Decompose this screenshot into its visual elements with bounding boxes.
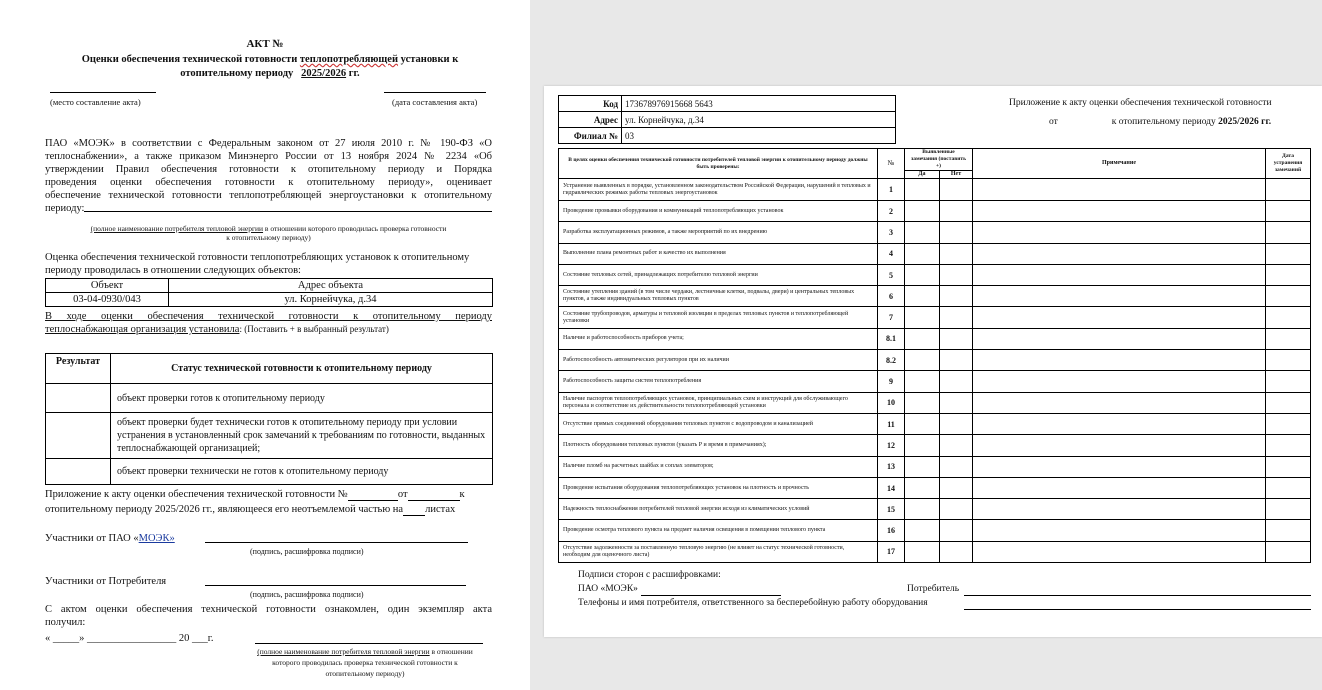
intro-paragraph: ПАО «МОЭК» в соответствии с Федеральным законом от 27 июля 2010 г. № 190-ФЗ «О теплоснабжении», а также приказом Минэнерго России от 13 ноября 2024 № 2234 «Об утверждении Правил обеспечения готовности к отопительному периоду и Порядка проведения оценки обеспечения готовности к отопительному периоду», оценивает обеспечение технической готовности теплопотребляющей энергоустановки к отопительному периоду: [45,138,492,214]
appendix-page [544,86,1322,637]
checklist-row: Состояние утепления зданий (в том числе чердаки, лестничные клетки, подвалы, двери) и центральных тепловых пунктов, а также индивидуальных тепловых пунктов 6 [559,286,1311,307]
table-row: 03-04-0930/043 ул. Корнейчука, д.34 [46,293,493,307]
checklist-table: В целях оценки обеспечения технической готовности потребителей тепловой энергии к отопительному периоду должны быть проверены: № Выявленные замечания (поставить +) Примечание Дата устранения замечаний Да Нет Устранение выявленных в порядке, установленном законодательством Российской Федерации, нарушений в тепловых и гидравлических режимах работы тепловых энергоустановок 1 Проведение промывки оборудования и коммуникаций теплопотребляющих установок 2 Разработка эксплуатационных режимов, а также мероприятий по их внедрению 3 Выполнение плана ремонтных работ и качество их выполнения 4 Состояние тепловых сетей, принадлежащих потребителю тепловой энергии 5 Состояние утепления зданий (в том числе чердаки, лестничные клетки, подвалы, двери) и центральных тепловых пунктов, а также индивидуальных тепловых пунктов 6 Состояние трубопроводов, арматуры и тепловой изоляции в пределах тепловых пунктов и теплопотребляющей установки 7 Наличие и работоспособность приборов учета; 8.1 Работоспособность автоматических регуляторов при их наличии 8.2 Работоспособность защиты систем теплопотребления 9 Наличие паспортов теплопотребляющих установок, принципиальных схем и инструкций для обслуживающего персонала и соответствие их действительности теплопотребляющей установки 10 Отсутствие прямых соединений оборудования тепловых пунктов с водопроводом и канализацией 11 Плотность оборудования тепловых пунктов (указать Р и время в примечаниях); 12 Наличие пломб на расчетных шайбах и соплах элеваторов; 13 Проведение испытания оборудования теплопотребляющих установок на плотность и прочность 14 Надежность теплоснабжения потребителей тепловой энергии исходя из климатических условий 15 Проведение осмотра теплового пункта на предмет наличия освещения в помещении теплового пункта 16 Отсутствие задолженности за поставленную тепловую энергию (не влияет на статус технической готовности, необходим для оценочного листа) 17 [558,148,1311,563]
checklist-row: Наличие пломб на расчетных шайбах и соплах элеваторов; 13 [559,456,1311,477]
consumer-note: (полное наименование потребителя тепловой энергии в отношении которого проводилась проверка готовности к отопительному периоду) [90,224,447,242]
acknowledgement-date: « _____» _________________ 20 ___г. [45,633,214,644]
signature-consumer-field[interactable] [964,595,1311,596]
checklist-row: Проведение испытания оборудования теплопотребляющих установок на плотность и прочность 14 [559,477,1311,498]
result-cell-conditional[interactable] [46,413,111,459]
checklist-row: Наличие и работоспособность приборов учета; 8.1 [559,328,1311,349]
acknowledgement: С актом оценки обеспечения технической готовности ознакомлен, один экземпляр акта получил: [45,604,492,628]
checklist-row: Состояние тепловых сетей, принадлежащих потребителю тепловой энергии 5 [559,264,1311,285]
checklist-row: Устранение выявленных в порядке, установленном законодательством Российской Федерации, нарушений в тепловых и гидравлических режимах работы тепловых энергоустановок 1 [559,179,1311,201]
ack-signature-field[interactable] [255,643,483,644]
status-header-row: Результат Статус технической готовности к отопительному периоду [46,354,493,384]
date-line [384,92,486,93]
signature-moek-field[interactable] [641,595,781,596]
checklist-row: Работоспособность защиты систем теплопотребления 9 [559,371,1311,392]
result-paragraph: В ходе оценки обеспечения технической готовности к отопительному периоду теплоснабжающая организация установила: (Поставить + в выбранный результат) [45,311,492,335]
signatures-title: Подписи сторон с расшифровками: [578,570,721,580]
checklist-header-row: В целях оценки обеспечения технической готовности потребителей тепловой энергии к отопительному периоду должны быть проверены: № Выявленные замечания (поставить +) Примечание Дата устранения замечаний [559,149,1311,171]
signature-note-consumer: (подпись, расшифровка подписи) [250,590,364,599]
checklist-row: Проведение осмотра теплового пункта на предмет наличия освещения в помещении теплового пункта 16 [559,520,1311,541]
checklist-row: Разработка эксплуатационных режимов, а также мероприятий по их внедрению 3 [559,222,1311,243]
consumer-name-field[interactable] [84,202,492,212]
status-row: объект проверки технически не готов к отопительному периоду [46,459,493,485]
checklist-row: Отсутствие прямых соединений оборудования тепловых пунктов с водопроводом и канализацией 11 [559,413,1311,434]
checklist-row: Плотность оборудования тепловых пунктов (указать Р и время в примечаниях); 12 [559,435,1311,456]
date-label: (дата составления акта) [392,97,478,107]
checklist-row: Состояние трубопроводов, арматуры и тепловой изоляции в пределах тепловых пунктов и теплопотребляющей установки 7 [559,307,1311,328]
phones-field[interactable] [964,609,1311,610]
act-title: АКТ № [246,38,284,50]
status-table [45,353,493,485]
appendix-title: Приложение к акту оценки обеспечения технической готовности [1009,98,1272,108]
appendix-reference: Приложение к акту оценки обеспечения технической готовности № от к отопительному периоду 2025/2026 гг., являющееся его неотъемлемой частью на листах [45,489,465,515]
participants-consumer: Участники от Потребителя [45,576,167,587]
status-row: объект проверки будет технически готов к отопительному периоду при условии устранения в установленный срок замечаний к требованиям по готовности, выданных теплоснабжающей организацией; [46,413,493,459]
checklist-row: Наличие паспортов теплопотребляющих установок, принципиальных схем и инструкций для обслуживающего персонала и соответствие их действительности теплопотребляющей установки 10 [559,392,1311,413]
signature-consumer-label: Потребитель [907,584,960,594]
address-value: ул. Корнейчука, д.34 [622,112,896,128]
objects-table [45,278,493,307]
status-row: объект проверки готов к отопительному периоду [46,384,493,413]
consumer-signature-field[interactable] [205,585,466,586]
checklist-row: Работоспособность автоматических регуляторов при их наличии 8.2 [559,350,1311,371]
code-value: 173678976915668 5643 [622,96,896,112]
act-subtitle-line1: Оценки обеспечения технической готовности теплопотребляющей установки к [81,54,459,65]
checklist-row: Надежность теплоснабжения потребителей тепловой энергии исходя из климатических условий 15 [559,499,1311,520]
checklist-row: Выполнение плана ремонтных работ и качество их выполнения 4 [559,243,1311,264]
appendix-info-table: Код 173678976915668 5643 Адрес ул. Корнейчука, д.34 Филиал № 03 [558,95,896,144]
objects-paragraph: Оценка обеспечения технической готовности теплопотребляющих установок к отопительному периоду проводилась в отношении следующих объектов: [45,252,470,276]
result-cell-not-ready[interactable] [46,459,111,485]
result-cell-ready[interactable] [46,384,111,413]
checklist-row: Проведение промывки оборудования и коммуникаций теплопотребляющих установок 2 [559,201,1311,222]
objects-header-row: Объект Адрес объекта [46,279,493,293]
moek-signature-field[interactable] [205,542,468,543]
phones-label: Телефоны и имя потребителя, ответственного за бесперебойную работу оборудования [578,598,928,608]
bottom-note: (полное наименование потребителя тепловой энергии в отношении которого проводилась проверка технической готовности к отопительному периоду) [257,647,473,678]
participants-moek: Участники от ПАО «МОЭК» [45,533,175,544]
signature-moek-label: ПАО «МОЭК» [578,584,638,594]
branch-value: 03 [622,128,896,144]
act-subtitle-line2: отопительному периоду 2025/2026 гг. [180,68,360,79]
place-label: (место составление акта) [50,97,141,107]
place-line [50,92,156,93]
checklist-row: Отсутствие задолженности за поставленную тепловую энергию (не влияет на статус технической готовности, необходим для оценочного листа) 17 [559,541,1311,562]
signature-note-moek: (подпись, расшифровка подписи) [250,547,364,556]
act-page [0,0,530,690]
appendix-subtitle: от к отопительному периоду 2025/2026 гг. [1049,117,1272,127]
